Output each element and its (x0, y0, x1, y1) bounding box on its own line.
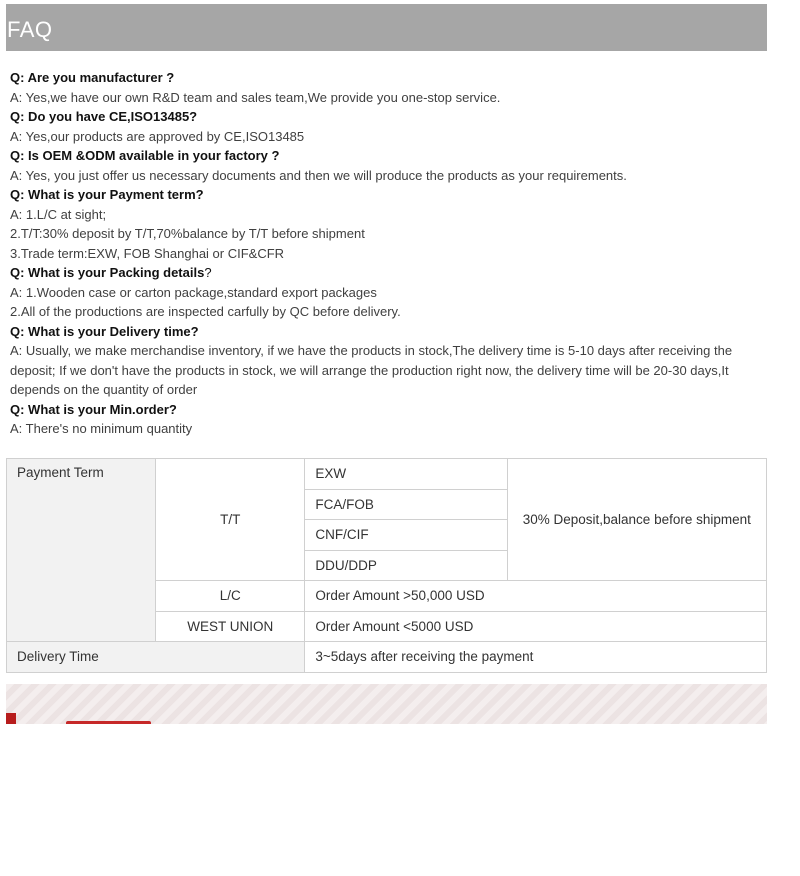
faq-answer: A: There's no minimum quantity (10, 421, 193, 436)
delivery-time-label: Delivery Time (7, 642, 305, 673)
faq-answer: 2.All of the productions are inspected carfully by QC before delivery. (10, 304, 401, 319)
faq-item (10, 68, 770, 107)
decorative-mark (66, 721, 151, 724)
faq-item (10, 400, 770, 439)
table-row (7, 642, 767, 673)
faq-question: Q: What is your Payment term? (10, 187, 204, 202)
faq-answer: 2.T/T:30% deposit by T/T,70%balance by T/T before shipment (10, 226, 365, 241)
faq-item (10, 263, 770, 322)
faq-question (10, 263, 770, 283)
tt-option: DDU/DDP (305, 550, 507, 581)
faq-question: Q: What is your Delivery time? (10, 323, 199, 339)
decorative-banner-strip (6, 684, 767, 724)
tt-option: FCA/FOB (305, 489, 507, 520)
tt-label: T/T (156, 459, 305, 581)
faq-question: Q: Do you have CE,ISO13485? (10, 109, 198, 124)
faq-list (10, 68, 770, 439)
delivery-note: 3~5days after receiving the payment (305, 642, 767, 673)
faq-answer: A: 1.L/C at sight; (10, 206, 107, 222)
tt-note: 30% Deposit,balance before shipment (507, 459, 766, 581)
faq-title: FAQ (7, 17, 53, 42)
faq-question: Q: Is OEM &ODM available in your factory ? (10, 148, 280, 163)
faq-item (10, 146, 770, 185)
faq-answer: A: Usually, we make merchandise inventory, if we have the products in stock,The delivery time is 5-10 days after receiving the deposit; If we don't have the products in stock, we will arrange the production right now, the delivery time will be 20-30 days,It depends on the quantity of order (10, 343, 733, 397)
tt-option: CNF/CIF (305, 520, 507, 551)
faq-question: Q: Are you manufacturer ? (10, 70, 175, 85)
lc-label: L/C (156, 581, 305, 612)
payment-terms-table (6, 458, 767, 673)
faq-answer: A: 1.Wooden case or carton package,standard export packages (10, 284, 377, 300)
faq-answer: A: Yes, you just offer us necessary documents and then we will produce the products as your requirements. (10, 167, 627, 183)
tt-option: EXW (305, 459, 507, 490)
wu-label: WEST UNION (156, 611, 305, 642)
faq-question-suffix: ? (204, 265, 212, 280)
faq-answer: 3.Trade term:EXW, FOB Shanghai or CIF&CFR (10, 245, 285, 261)
lc-note: Order Amount >50,000 USD (305, 581, 767, 612)
decorative-mark (6, 713, 16, 724)
faq-question-text: Q: What is your Packing details (10, 265, 205, 280)
faq-answer: A: Yes,our products are approved by CE,ISO13485 (10, 128, 305, 144)
payment-term-label: Payment Term (7, 459, 156, 642)
faq-banner (6, 4, 767, 51)
faq-answer: A: Yes,we have our own R&D team and sales team,We provide you one-stop service. (10, 89, 501, 105)
faq-item (10, 107, 770, 146)
faq-question: Q: What is your Min.order? (10, 401, 177, 417)
faq-item (10, 322, 770, 400)
wu-note: Order Amount <5000 USD (305, 611, 767, 642)
faq-item (10, 185, 770, 263)
table-row (7, 459, 767, 490)
